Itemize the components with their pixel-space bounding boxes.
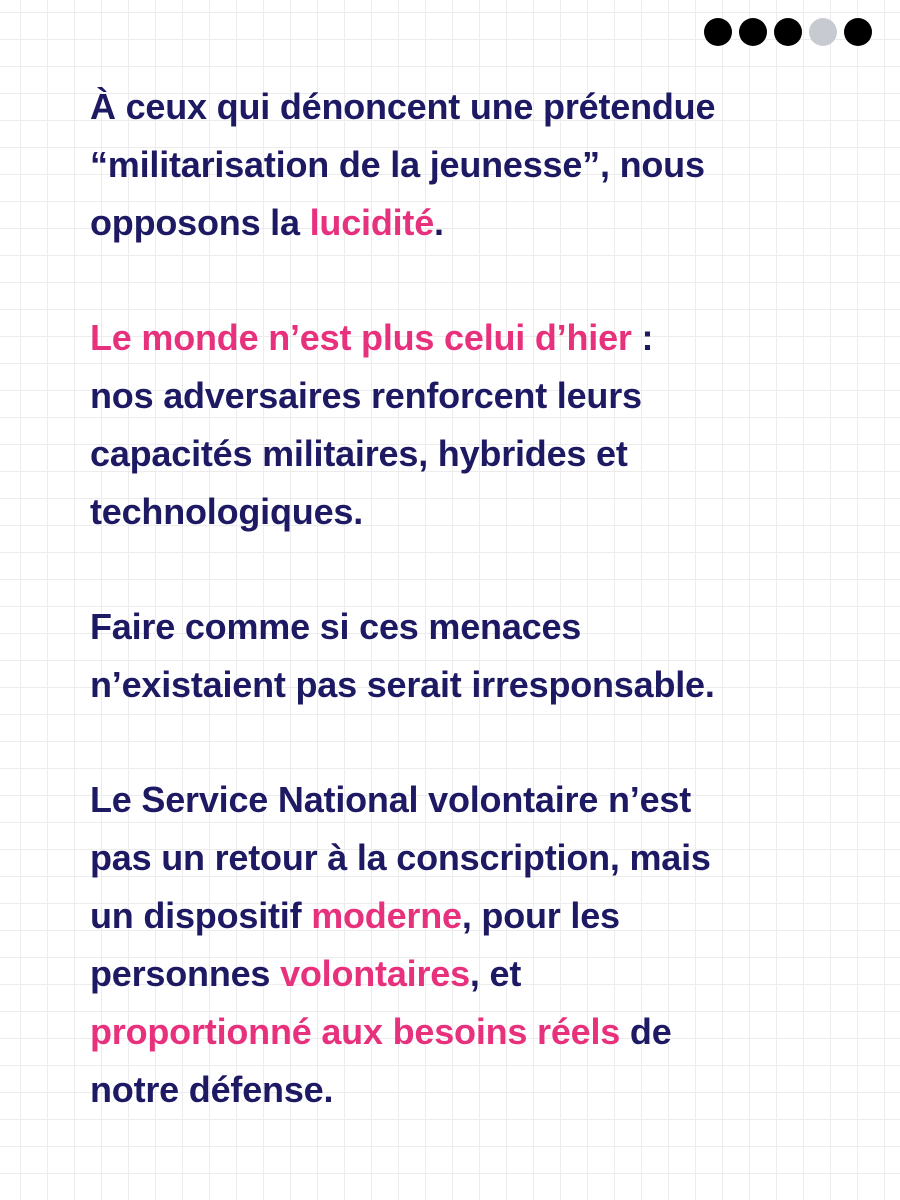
p3-line2: n’existaient pas serait irresponsable. <box>90 664 715 705</box>
p4-line6: notre défense. <box>90 1069 334 1110</box>
highlight-monde: Le monde n’est plus celui d’hier <box>90 317 632 358</box>
p4-line5-after: de <box>620 1011 672 1052</box>
p2-line3: capacités militaires, hybrides et <box>90 433 628 474</box>
page-dot-4-current <box>809 18 837 46</box>
page-dot-3 <box>774 18 802 46</box>
p1-line1: À ceux qui dénoncent une prétendue <box>90 86 716 127</box>
statement-text <box>90 78 850 1176</box>
p4-line3-after: , pour les <box>461 895 620 936</box>
p4-line3-before: un dispositif <box>90 895 312 936</box>
p4-line1: Le Service National volontaire n’est <box>90 779 692 820</box>
highlight-moderne: moderne <box>311 895 462 936</box>
highlight-lucidite: lucidité <box>309 202 435 243</box>
p2-line2: nos adversaires renforcent leurs <box>90 375 642 416</box>
p1-line3-after: . <box>434 202 444 243</box>
p4-line2: pas un retour à la conscription, mais <box>90 837 711 878</box>
highlight-volontaires: volontaires <box>280 953 470 994</box>
p4-line4-before: personnes <box>90 953 281 994</box>
page-dot-1 <box>704 18 732 46</box>
pagination-dots <box>704 18 872 46</box>
highlight-proportionne: proportionné aux besoins réels <box>90 1011 621 1052</box>
p1-line3-before: opposons la <box>90 202 310 243</box>
page-dot-2 <box>739 18 767 46</box>
p2-line4: technologiques. <box>90 491 364 532</box>
paragraph-service-national <box>90 771 850 1119</box>
paragraph-lucidite <box>90 78 850 252</box>
paragraph-monde <box>90 309 850 541</box>
p4-line4-after: , et <box>469 953 522 994</box>
p3-line1: Faire comme si ces menaces <box>90 606 582 647</box>
p1-line2: “militarisation de la jeunesse”, nous <box>90 144 705 185</box>
p2-line1-after: : <box>631 317 654 358</box>
paragraph-menaces <box>90 598 850 714</box>
page-dot-5 <box>844 18 872 46</box>
